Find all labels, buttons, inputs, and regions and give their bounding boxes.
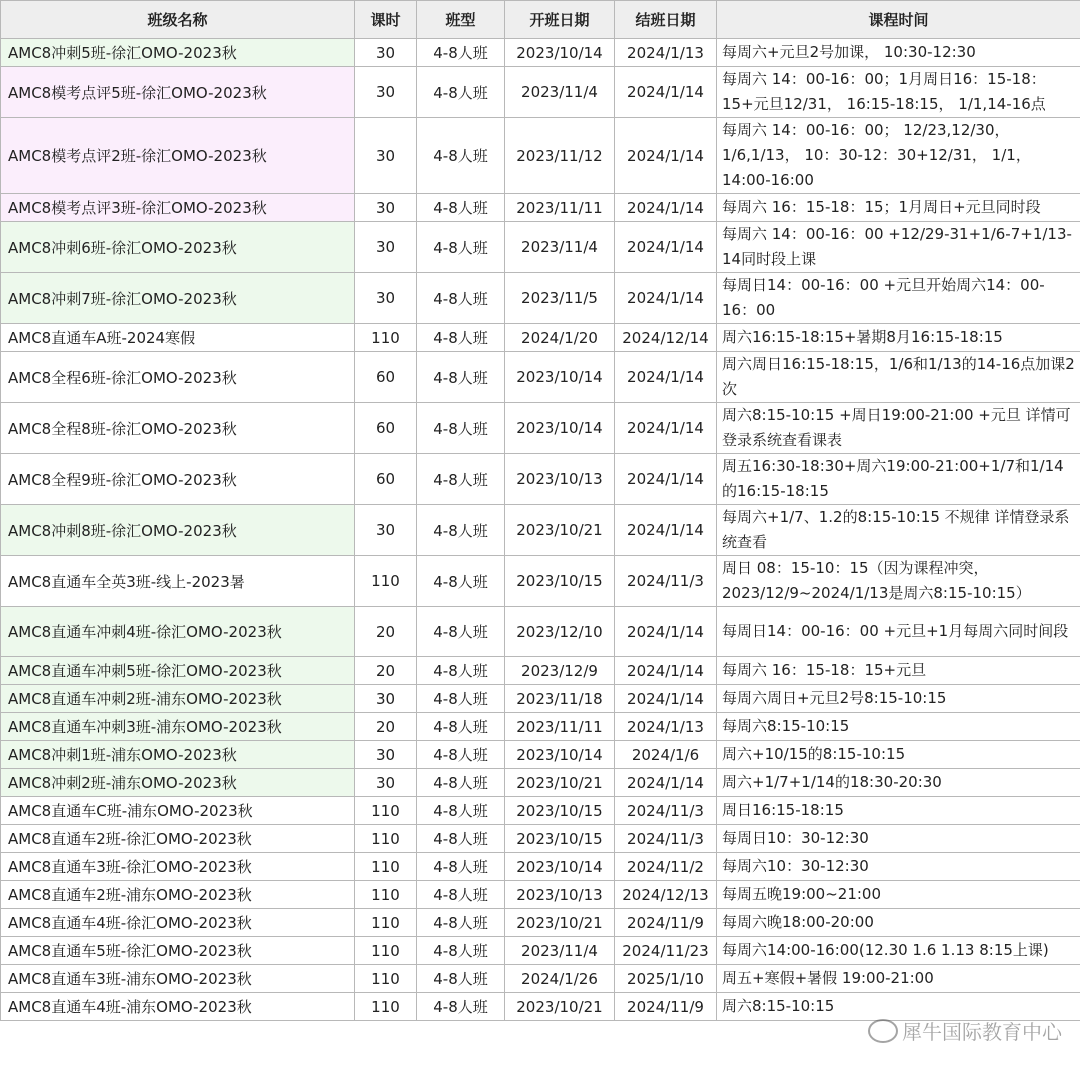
header-class-type: 班型 bbox=[417, 1, 505, 39]
table-row bbox=[1, 118, 1080, 194]
cell-class-name: AMC8直通车2班-浦东OMO-2023秋 bbox=[1, 881, 355, 909]
cell-end-date: 2024/11/3 bbox=[615, 797, 717, 825]
cell-class-name: AMC8直通车5班-徐汇OMO-2023秋 bbox=[1, 937, 355, 965]
table-row bbox=[1, 713, 1080, 741]
cell-start-date: 2024/1/20 bbox=[505, 324, 615, 352]
cell-class-type: 4-8人班 bbox=[417, 937, 505, 965]
cell-class-name: AMC8直通车3班-徐汇OMO-2023秋 bbox=[1, 853, 355, 881]
cell-hours: 110 bbox=[355, 797, 417, 825]
cell-class-name: AMC8冲刺7班-徐汇OMO-2023秋 bbox=[1, 273, 355, 324]
cell-class-type: 4-8人班 bbox=[417, 797, 505, 825]
cell-end-date: 2024/1/14 bbox=[615, 403, 717, 454]
cell-hours: 110 bbox=[355, 853, 417, 881]
cell-schedule: 每周六 14：00-16：00； 12/23,12/30，1/6,1/13， 10：30-12：30+12/31， 1/1，14:00-16:00 bbox=[717, 118, 1080, 194]
cell-start-date: 2023/10/21 bbox=[505, 505, 615, 556]
cell-class-name: AMC8全程8班-徐汇OMO-2023秋 bbox=[1, 403, 355, 454]
cell-end-date: 2024/1/14 bbox=[615, 657, 717, 685]
table-row bbox=[1, 454, 1080, 505]
cell-start-date: 2023/11/12 bbox=[505, 118, 615, 194]
cell-class-name: AMC8冲刺1班-浦东OMO-2023秋 bbox=[1, 741, 355, 769]
cell-schedule: 每周六周日+元旦2号8:15-10:15 bbox=[717, 685, 1080, 713]
cell-start-date: 2024/1/26 bbox=[505, 965, 615, 993]
header-class-name: 班级名称 bbox=[1, 1, 355, 39]
cell-end-date: 2024/11/23 bbox=[615, 937, 717, 965]
cell-class-name: AMC8直通车2班-徐汇OMO-2023秋 bbox=[1, 825, 355, 853]
cell-class-name: AMC8直通车4班-徐汇OMO-2023秋 bbox=[1, 909, 355, 937]
cell-hours: 30 bbox=[355, 118, 417, 194]
cell-end-date: 2024/1/14 bbox=[615, 222, 717, 273]
cell-class-name: AMC8直通车A班-2024寒假 bbox=[1, 324, 355, 352]
cell-class-name: AMC8直通车3班-浦东OMO-2023秋 bbox=[1, 965, 355, 993]
cell-hours: 30 bbox=[355, 741, 417, 769]
table-row bbox=[1, 881, 1080, 909]
table-row bbox=[1, 853, 1080, 881]
cell-hours: 20 bbox=[355, 657, 417, 685]
cell-class-type: 4-8人班 bbox=[417, 403, 505, 454]
cell-end-date: 2024/1/6 bbox=[615, 741, 717, 769]
cell-schedule: 周六+10/15的8:15-10:15 bbox=[717, 741, 1080, 769]
cell-start-date: 2023/10/14 bbox=[505, 741, 615, 769]
cell-class-type: 4-8人班 bbox=[417, 685, 505, 713]
cell-start-date: 2023/11/18 bbox=[505, 685, 615, 713]
cell-class-name: AMC8模考点评3班-徐汇OMO-2023秋 bbox=[1, 194, 355, 222]
cell-hours: 110 bbox=[355, 881, 417, 909]
cell-class-name: AMC8直通车冲刺2班-浦东OMO-2023秋 bbox=[1, 685, 355, 713]
cell-schedule: 每周六晚18:00-20:00 bbox=[717, 909, 1080, 937]
cell-start-date: 2023/10/21 bbox=[505, 769, 615, 797]
cell-end-date: 2024/12/13 bbox=[615, 881, 717, 909]
header-start-date: 开班日期 bbox=[505, 1, 615, 39]
cell-end-date: 2024/1/14 bbox=[615, 118, 717, 194]
cell-class-type: 4-8人班 bbox=[417, 741, 505, 769]
cell-start-date: 2023/11/4 bbox=[505, 937, 615, 965]
header-schedule: 课程时间 bbox=[717, 1, 1080, 39]
cell-hours: 110 bbox=[355, 825, 417, 853]
cell-start-date: 2023/11/11 bbox=[505, 713, 615, 741]
table-row bbox=[1, 909, 1080, 937]
table-row bbox=[1, 685, 1080, 713]
cell-schedule: 每周日10：30-12:30 bbox=[717, 825, 1080, 853]
cell-class-type: 4-8人班 bbox=[417, 118, 505, 194]
table-row bbox=[1, 352, 1080, 403]
cell-schedule: 周六8:15-10:15 +周日19:00-21:00 +元旦 详情可登录系统查看课表 bbox=[717, 403, 1080, 454]
watermark-text: 犀牛国际教育中心 bbox=[902, 1020, 1062, 1044]
table-row bbox=[1, 222, 1080, 273]
cell-class-name: AMC8直通车全英3班-线上-2023暑 bbox=[1, 556, 355, 607]
table-row bbox=[1, 67, 1080, 118]
cell-class-type: 4-8人班 bbox=[417, 454, 505, 505]
cell-start-date: 2023/10/14 bbox=[505, 39, 615, 67]
cell-hours: 60 bbox=[355, 403, 417, 454]
cell-hours: 110 bbox=[355, 937, 417, 965]
cell-schedule: 每周日14：00-16：00 +元旦开始周六14：00-16：00 bbox=[717, 273, 1080, 324]
cell-end-date: 2024/11/3 bbox=[615, 556, 717, 607]
cell-start-date: 2023/10/15 bbox=[505, 797, 615, 825]
cell-class-name: AMC8模考点评2班-徐汇OMO-2023秋 bbox=[1, 118, 355, 194]
cell-schedule: 每周六 14：00-16：00；1月周日16：15-18：15+元旦12/31， 16:15-18:15， 1/1,14-16点 bbox=[717, 67, 1080, 118]
cell-end-date: 2024/1/14 bbox=[615, 769, 717, 797]
table-row bbox=[1, 607, 1080, 657]
cell-class-type: 4-8人班 bbox=[417, 194, 505, 222]
table-row bbox=[1, 403, 1080, 454]
table-row bbox=[1, 324, 1080, 352]
cell-end-date: 2025/1/10 bbox=[615, 965, 717, 993]
cell-schedule: 周六+1/7+1/14的18:30-20:30 bbox=[717, 769, 1080, 797]
cell-start-date: 2023/10/15 bbox=[505, 825, 615, 853]
cell-class-name: AMC8全程6班-徐汇OMO-2023秋 bbox=[1, 352, 355, 403]
cell-class-type: 4-8人班 bbox=[417, 222, 505, 273]
cell-schedule: 周六周日16:15-18:15，1/6和1/13的14-16点加课2次 bbox=[717, 352, 1080, 403]
cell-class-type: 4-8人班 bbox=[417, 352, 505, 403]
table-row bbox=[1, 39, 1080, 67]
cell-schedule: 每周六+1/7、1.2的8:15-10:15 不规律 详情登录系统查看 bbox=[717, 505, 1080, 556]
cell-end-date: 2024/1/13 bbox=[615, 713, 717, 741]
cell-end-date: 2024/1/14 bbox=[615, 607, 717, 657]
cell-class-name: AMC8冲刺6班-徐汇OMO-2023秋 bbox=[1, 222, 355, 273]
cell-hours: 30 bbox=[355, 67, 417, 118]
cell-schedule: 每周六8:15-10:15 bbox=[717, 713, 1080, 741]
cell-hours: 30 bbox=[355, 769, 417, 797]
cell-class-name: AMC8直通车4班-浦东OMO-2023秋 bbox=[1, 993, 355, 1021]
cell-class-name: AMC8直通车C班-浦东OMO-2023秋 bbox=[1, 797, 355, 825]
cell-class-type: 4-8人班 bbox=[417, 909, 505, 937]
table-row bbox=[1, 273, 1080, 324]
cell-end-date: 2024/11/9 bbox=[615, 909, 717, 937]
cell-hours: 110 bbox=[355, 556, 417, 607]
cell-schedule: 每周五晚19:00~21:00 bbox=[717, 881, 1080, 909]
table-row bbox=[1, 797, 1080, 825]
header-hours: 课时 bbox=[355, 1, 417, 39]
cell-hours: 110 bbox=[355, 909, 417, 937]
cell-class-type: 4-8人班 bbox=[417, 993, 505, 1021]
cell-schedule: 周日16:15-18:15 bbox=[717, 797, 1080, 825]
cell-class-type: 4-8人班 bbox=[417, 769, 505, 797]
table-row bbox=[1, 825, 1080, 853]
table-body bbox=[1, 39, 1080, 1021]
cell-class-type: 4-8人班 bbox=[417, 505, 505, 556]
cell-start-date: 2023/10/14 bbox=[505, 352, 615, 403]
cell-start-date: 2023/12/10 bbox=[505, 607, 615, 657]
cell-class-type: 4-8人班 bbox=[417, 965, 505, 993]
cell-start-date: 2023/11/4 bbox=[505, 67, 615, 118]
cell-class-type: 4-8人班 bbox=[417, 39, 505, 67]
cell-schedule: 周五16:30-18:30+周六19:00-21:00+1/7和1/14的16:15-18:15 bbox=[717, 454, 1080, 505]
cell-end-date: 2024/11/9 bbox=[615, 993, 717, 1021]
cell-schedule: 每周六14:00-16:00(12.30 1.6 1.13 8:15上课) bbox=[717, 937, 1080, 965]
wechat-icon bbox=[868, 1019, 898, 1043]
header-end-date: 结班日期 bbox=[615, 1, 717, 39]
cell-end-date: 2024/1/14 bbox=[615, 194, 717, 222]
cell-end-date: 2024/1/14 bbox=[615, 352, 717, 403]
cell-hours: 110 bbox=[355, 324, 417, 352]
cell-class-type: 4-8人班 bbox=[417, 273, 505, 324]
cell-end-date: 2024/12/14 bbox=[615, 324, 717, 352]
cell-end-date: 2024/1/14 bbox=[615, 273, 717, 324]
cell-hours: 30 bbox=[355, 273, 417, 324]
cell-hours: 110 bbox=[355, 993, 417, 1021]
cell-schedule: 每周六10：30-12:30 bbox=[717, 853, 1080, 881]
cell-hours: 60 bbox=[355, 454, 417, 505]
cell-end-date: 2024/1/14 bbox=[615, 685, 717, 713]
cell-class-type: 4-8人班 bbox=[417, 67, 505, 118]
cell-class-name: AMC8全程9班-徐汇OMO-2023秋 bbox=[1, 454, 355, 505]
cell-class-type: 4-8人班 bbox=[417, 853, 505, 881]
table-row bbox=[1, 194, 1080, 222]
cell-class-type: 4-8人班 bbox=[417, 607, 505, 657]
cell-schedule: 周六8:15-10:15 bbox=[717, 993, 1080, 1021]
cell-class-name: AMC8冲刺2班-浦东OMO-2023秋 bbox=[1, 769, 355, 797]
table-row bbox=[1, 937, 1080, 965]
cell-class-name: AMC8直通车冲刺3班-浦东OMO-2023秋 bbox=[1, 713, 355, 741]
watermark bbox=[868, 1016, 1062, 1045]
cell-start-date: 2023/11/11 bbox=[505, 194, 615, 222]
table-row bbox=[1, 556, 1080, 607]
table-row bbox=[1, 505, 1080, 556]
cell-hours: 110 bbox=[355, 965, 417, 993]
cell-start-date: 2023/10/13 bbox=[505, 881, 615, 909]
cell-schedule: 每周六 16：15-18：15；1月周日+元旦同时段 bbox=[717, 194, 1080, 222]
cell-start-date: 2023/11/4 bbox=[505, 222, 615, 273]
cell-start-date: 2023/10/14 bbox=[505, 403, 615, 454]
cell-hours: 20 bbox=[355, 713, 417, 741]
cell-start-date: 2023/10/21 bbox=[505, 993, 615, 1021]
cell-hours: 30 bbox=[355, 194, 417, 222]
cell-class-type: 4-8人班 bbox=[417, 657, 505, 685]
cell-schedule: 周五+寒假+暑假 19:00-21:00 bbox=[717, 965, 1080, 993]
cell-end-date: 2024/11/2 bbox=[615, 853, 717, 881]
table-row bbox=[1, 657, 1080, 685]
cell-class-name: AMC8直通车冲刺5班-徐汇OMO-2023秋 bbox=[1, 657, 355, 685]
cell-end-date: 2024/1/14 bbox=[615, 454, 717, 505]
cell-class-name: AMC8冲刺5班-徐汇OMO-2023秋 bbox=[1, 39, 355, 67]
cell-end-date: 2024/1/14 bbox=[615, 505, 717, 556]
cell-class-name: AMC8模考点评5班-徐汇OMO-2023秋 bbox=[1, 67, 355, 118]
cell-start-date: 2023/10/13 bbox=[505, 454, 615, 505]
cell-end-date: 2024/11/3 bbox=[615, 825, 717, 853]
cell-hours: 30 bbox=[355, 39, 417, 67]
cell-class-type: 4-8人班 bbox=[417, 713, 505, 741]
cell-schedule: 周日 08：15-10：15（因为课程冲突，2023/12/9~2024/1/13是周六8:15-10:15） bbox=[717, 556, 1080, 607]
cell-hours: 30 bbox=[355, 685, 417, 713]
cell-hours: 30 bbox=[355, 222, 417, 273]
cell-hours: 20 bbox=[355, 607, 417, 657]
cell-class-name: AMC8冲刺8班-徐汇OMO-2023秋 bbox=[1, 505, 355, 556]
cell-start-date: 2023/10/14 bbox=[505, 853, 615, 881]
cell-class-type: 4-8人班 bbox=[417, 324, 505, 352]
cell-schedule: 每周六 16：15-18：15+元旦 bbox=[717, 657, 1080, 685]
header-row bbox=[1, 1, 1080, 39]
cell-schedule: 周六16:15-18:15+暑期8月16:15-18:15 bbox=[717, 324, 1080, 352]
cell-start-date: 2023/10/15 bbox=[505, 556, 615, 607]
cell-schedule: 每周六+元旦2号加课， 10:30-12:30 bbox=[717, 39, 1080, 67]
table-row bbox=[1, 769, 1080, 797]
cell-end-date: 2024/1/13 bbox=[615, 39, 717, 67]
cell-class-type: 4-8人班 bbox=[417, 825, 505, 853]
cell-end-date: 2024/1/14 bbox=[615, 67, 717, 118]
cell-class-name: AMC8直通车冲刺4班-徐汇OMO-2023秋 bbox=[1, 607, 355, 657]
cell-schedule: 每周日14：00-16：00 +元旦+1月每周六同时间段 bbox=[717, 607, 1080, 657]
cell-class-type: 4-8人班 bbox=[417, 881, 505, 909]
table-row bbox=[1, 965, 1080, 993]
cell-hours: 60 bbox=[355, 352, 417, 403]
table-row bbox=[1, 741, 1080, 769]
cell-hours: 30 bbox=[355, 505, 417, 556]
cell-class-type: 4-8人班 bbox=[417, 556, 505, 607]
cell-start-date: 2023/12/9 bbox=[505, 657, 615, 685]
cell-start-date: 2023/11/5 bbox=[505, 273, 615, 324]
cell-schedule: 每周六 14：00-16：00 +12/29-31+1/6-7+1/13-14同时段上课 bbox=[717, 222, 1080, 273]
cell-start-date: 2023/10/21 bbox=[505, 909, 615, 937]
